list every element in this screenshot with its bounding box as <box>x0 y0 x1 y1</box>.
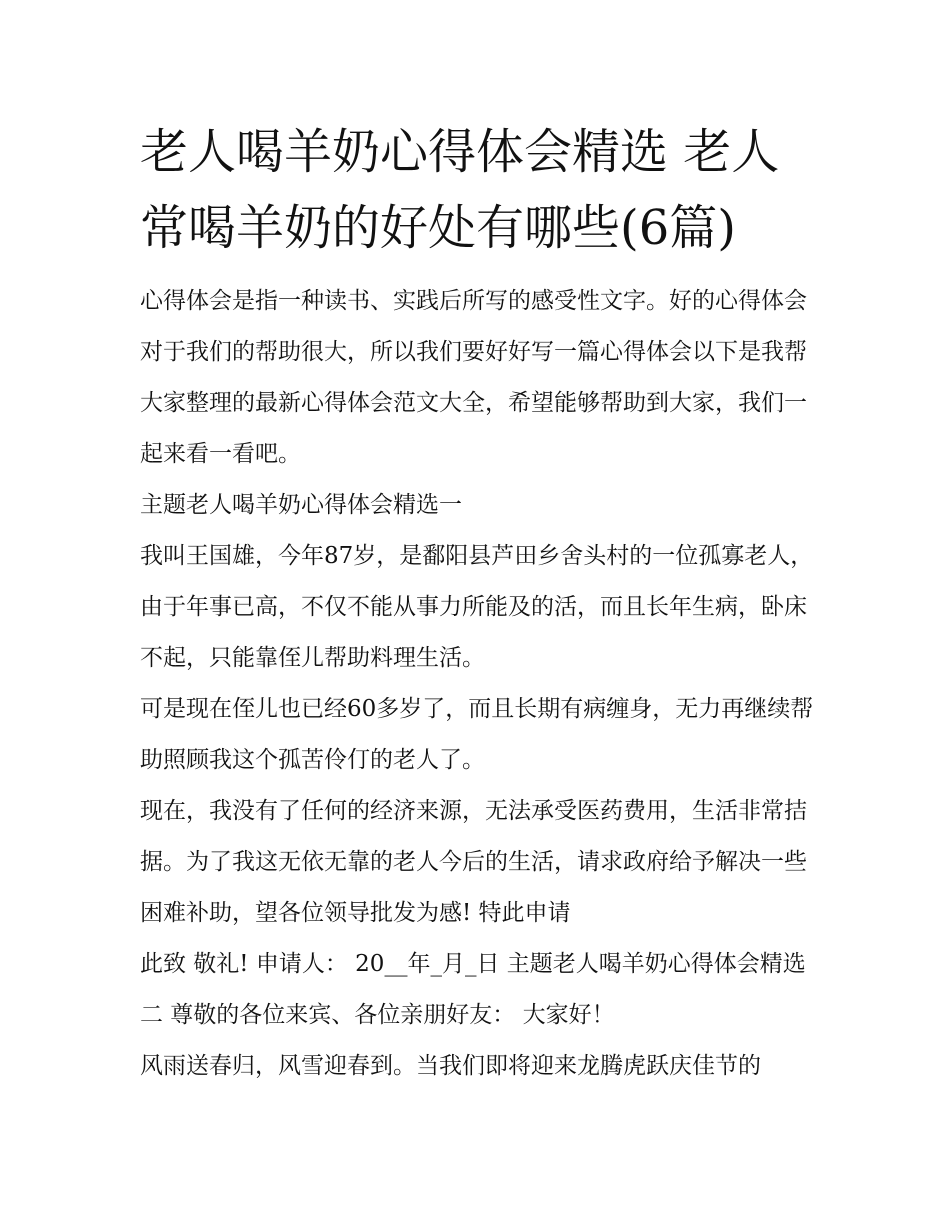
paragraph-intro: 心得体会是指一种读书、实践后所写的感受性文字。好的心得体会对于我们的帮助很大，所以我们要好好写一篇心得体会以下是我帮大家整理的最新心得体会范文大全，希望能够帮助到大家，我们一起来看一看吧。 <box>140 288 807 467</box>
section-heading-1: 主题老人喝羊奶心得体会精选一 <box>140 492 462 518</box>
document-body <box>140 276 820 1092</box>
paragraph-section-two: 风雨送春归，风雪迎春到。当我们即将迎来龙腾虎跃庆佳节的 <box>140 1053 761 1079</box>
paragraph-request: 现在，我没有了任何的经济来源，无法承受医药费用，生活非常拮据。为了我这无依无靠的老人今后的生活，请求政府给予解决一些困难补助，望各位领导批发为感! 特此申请 <box>140 798 807 926</box>
paragraph-nephew: 可是现在侄儿也已经60多岁了，而且长期有病缠身，无力再继续帮助照顾我这个孤苦伶仃的老人了。 <box>140 696 814 773</box>
paragraph-self-intro: 我叫王国雄，今年87岁，是鄱阳县芦田乡舍头村的一位孤寡老人，由于年事已高，不仅不能从事力所能及的活，而且长年生病，卧床不起，只能靠侄儿帮助料理生活。 <box>140 543 814 671</box>
paragraph-closing: 此致 敬礼! 申请人： 20__年_月_日 主题老人喝羊奶心得体会精选二 尊敬的各位来宾、各位亲朋好友： 大家好！ <box>140 951 806 1028</box>
document-title: 老人喝羊奶心得体会精选 老人常喝羊奶的好处有哪些(6篇) <box>140 124 780 256</box>
